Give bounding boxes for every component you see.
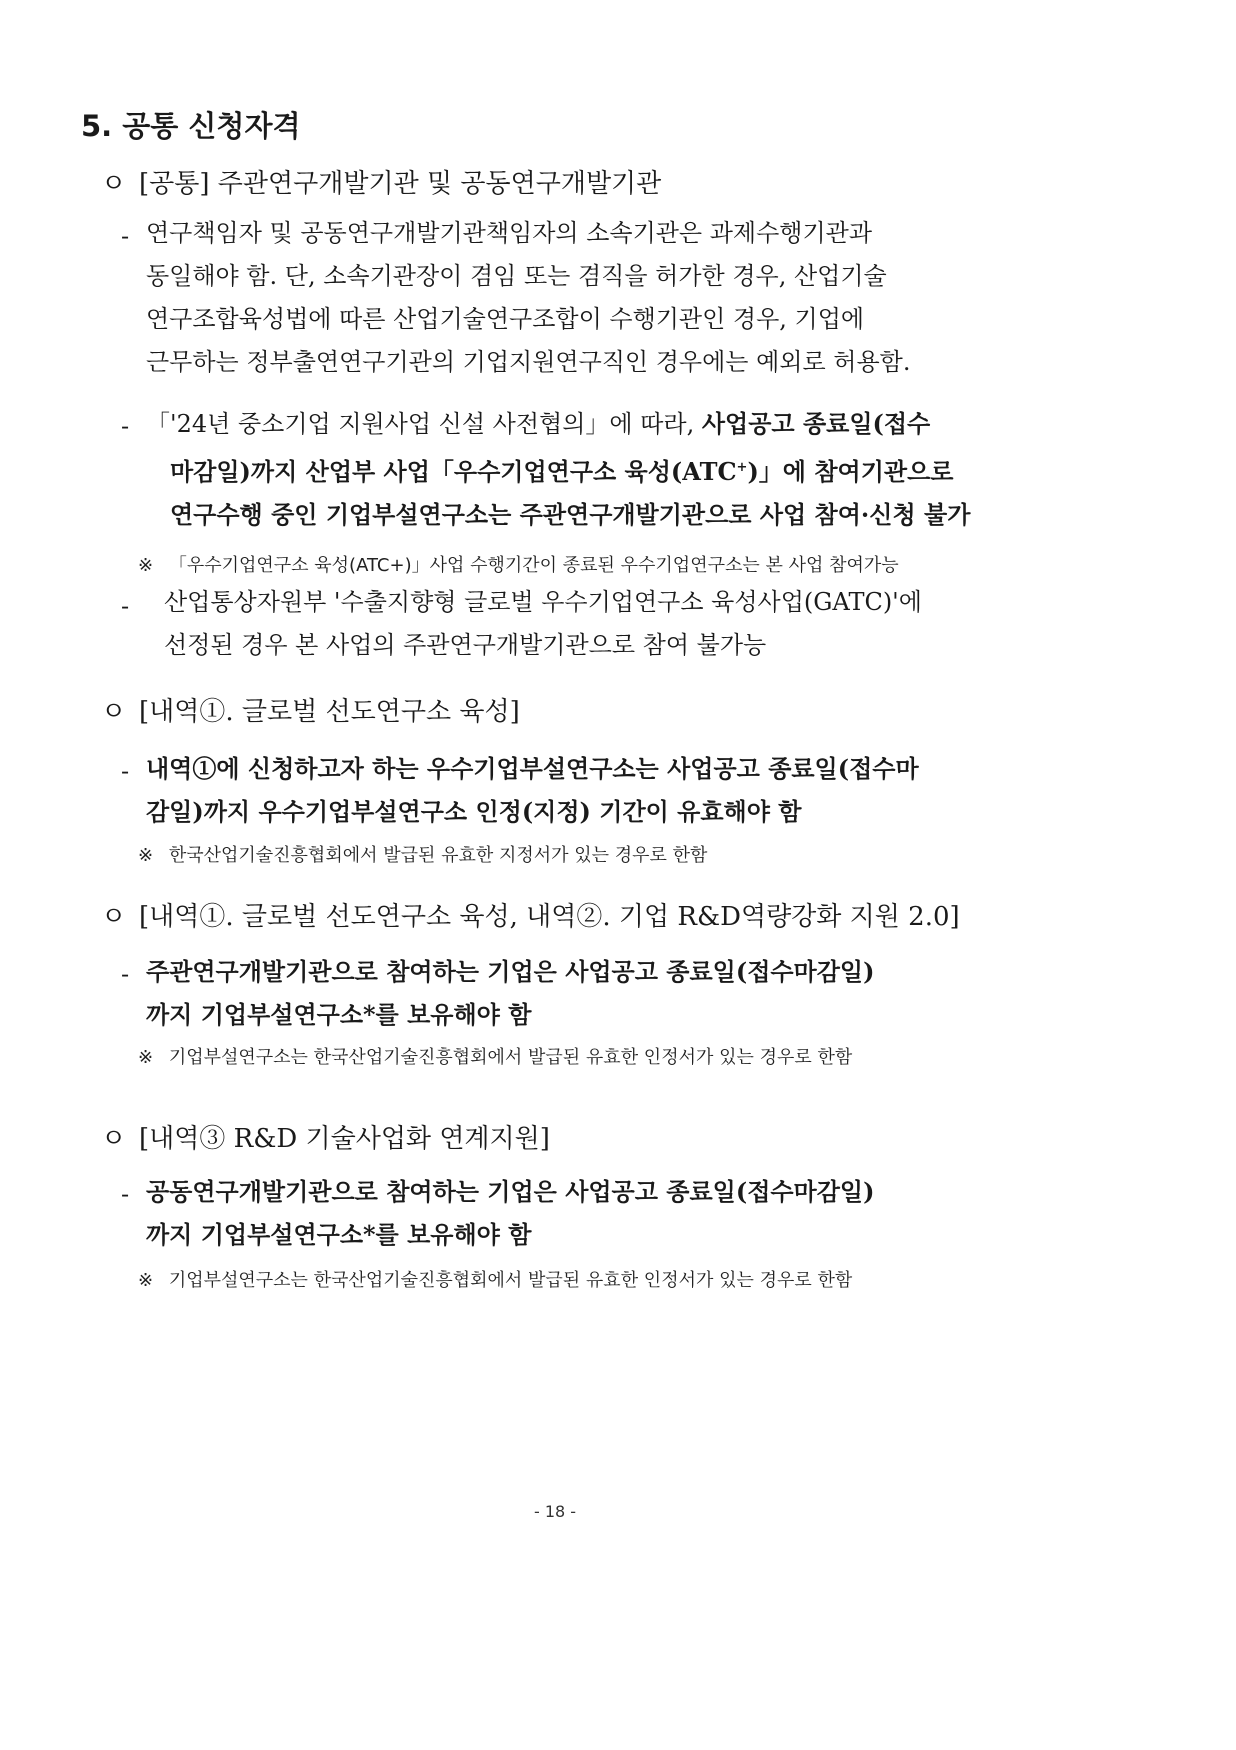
- note-track3: ※ 기업부설연구소는 한국산업기술진흥협회에서 발급된 유효한 인정서가 있는 경우로 한함: [138, 1270, 853, 1291]
- dash-marker: -: [121, 1180, 130, 1208]
- text-line: 「'24년 중소기업 지원사업 신설 사전협의」에 따라, 사업공고 종료일(접수: [146, 409, 931, 438]
- text-line: 주관연구개발기관으로 참여하는 기업은 사업공고 종료일(접수마감일): [146, 957, 875, 986]
- note-atc: ※ 「우수기업연구소 육성(ATC+)」사업 수행기간이 종료된 우수기업연구소는 본 사업 참여가능: [138, 555, 899, 576]
- text-line: 연구조합육성법에 따른 산업기술연구조합이 수행기관인 경우, 기업에: [146, 305, 865, 333]
- bullet-track1-requirement: [146, 747, 919, 833]
- bullet-atc: [146, 402, 970, 536]
- section-title: 5. 공통 신청자격: [81, 109, 301, 143]
- text-line: 동일해야 함. 단, 소속기관장이 겸임 또는 겸직을 허가한 경우, 산업기술: [146, 262, 887, 290]
- heading-common: [101, 163, 661, 200]
- text-line: 내역①에 신청하고자 하는 우수기업부설연구소는 사업공고 종료일(접수마: [146, 754, 919, 783]
- text-line: 까지 기업부설연구소*를 보유해야 함: [146, 1220, 532, 1249]
- reference-mark-icon: ※: [138, 845, 154, 866]
- heading-track3: [101, 1118, 550, 1155]
- note-track1: ※ 한국산업기술진흥협회에서 발급된 유효한 지정서가 있는 경우로 한함: [138, 845, 708, 866]
- heading-track3-text: [내역③ R&D 기술사업화 연계지원]: [139, 1124, 550, 1154]
- bullet-track3-requirement: [146, 1170, 874, 1256]
- reference-mark-icon: ※: [138, 1047, 154, 1068]
- bullet-gatc: [164, 581, 922, 667]
- dash-marker: -: [121, 412, 130, 440]
- circle-bullet-icon: ㅇ: [101, 902, 127, 932]
- page-number: - 18 -: [533, 1502, 577, 1521]
- dash-marker: -: [121, 960, 130, 988]
- bullet-affiliation: [146, 212, 910, 384]
- bullet-track12-requirement: [146, 950, 874, 1036]
- text-line: 연구수행 중인 기업부설연구소는 주관연구개발기관으로 사업 참여·신청 불가: [170, 500, 971, 529]
- heading-track12: [101, 896, 960, 933]
- dash-marker: -: [121, 222, 130, 250]
- text-line: 연구책임자 및 공동연구개발기관책임자의 소속기관은 과제수행기관과: [146, 219, 873, 247]
- circle-bullet-icon: ㅇ: [101, 1124, 127, 1154]
- circle-bullet-icon: ㅇ: [101, 169, 127, 199]
- circle-bullet-icon: ㅇ: [101, 697, 127, 727]
- note-track12: ※ 기업부설연구소는 한국산업기술진흥협회에서 발급된 유효한 인정서가 있는 경우로 한함: [138, 1047, 853, 1068]
- text-line: 공동연구개발기관으로 참여하는 기업은 사업공고 종료일(접수마감일): [146, 1177, 875, 1206]
- text-line: 산업통상자원부 '수출지향형 글로벌 우수기업연구소 육성사업(GATC)'에: [164, 588, 922, 616]
- heading-track1: [101, 691, 520, 728]
- dash-marker: -: [121, 757, 130, 785]
- text-line: 근무하는 정부출연연구기관의 기업지원연구직인 경우에는 예외로 허용함.: [146, 348, 911, 376]
- text-line: 마감일)까지 산업부 사업「우수기업연구소 육성(ATC+)」에 참여기관으로: [170, 457, 954, 486]
- text-line: 까지 기업부설연구소*를 보유해야 함: [146, 1000, 532, 1029]
- reference-mark-icon: ※: [138, 555, 154, 576]
- dash-marker: -: [121, 592, 130, 620]
- text-line: 감일)까지 우수기업부설연구소 인정(지정) 기간이 유효해야 함: [146, 797, 802, 826]
- heading-track12-text: [내역①. 글로벌 선도연구소 육성, 내역②. 기업 R&D역량강화 지원 2.0]: [139, 902, 960, 932]
- heading-common-text: [공통] 주관연구개발기관 및 공동연구개발기관: [139, 169, 662, 199]
- text-line: 선정된 경우 본 사업의 주관연구개발기관으로 참여 불가능: [164, 631, 767, 659]
- reference-mark-icon: ※: [138, 1270, 154, 1291]
- heading-track1-text: [내역①. 글로벌 선도연구소 육성]: [139, 697, 520, 727]
